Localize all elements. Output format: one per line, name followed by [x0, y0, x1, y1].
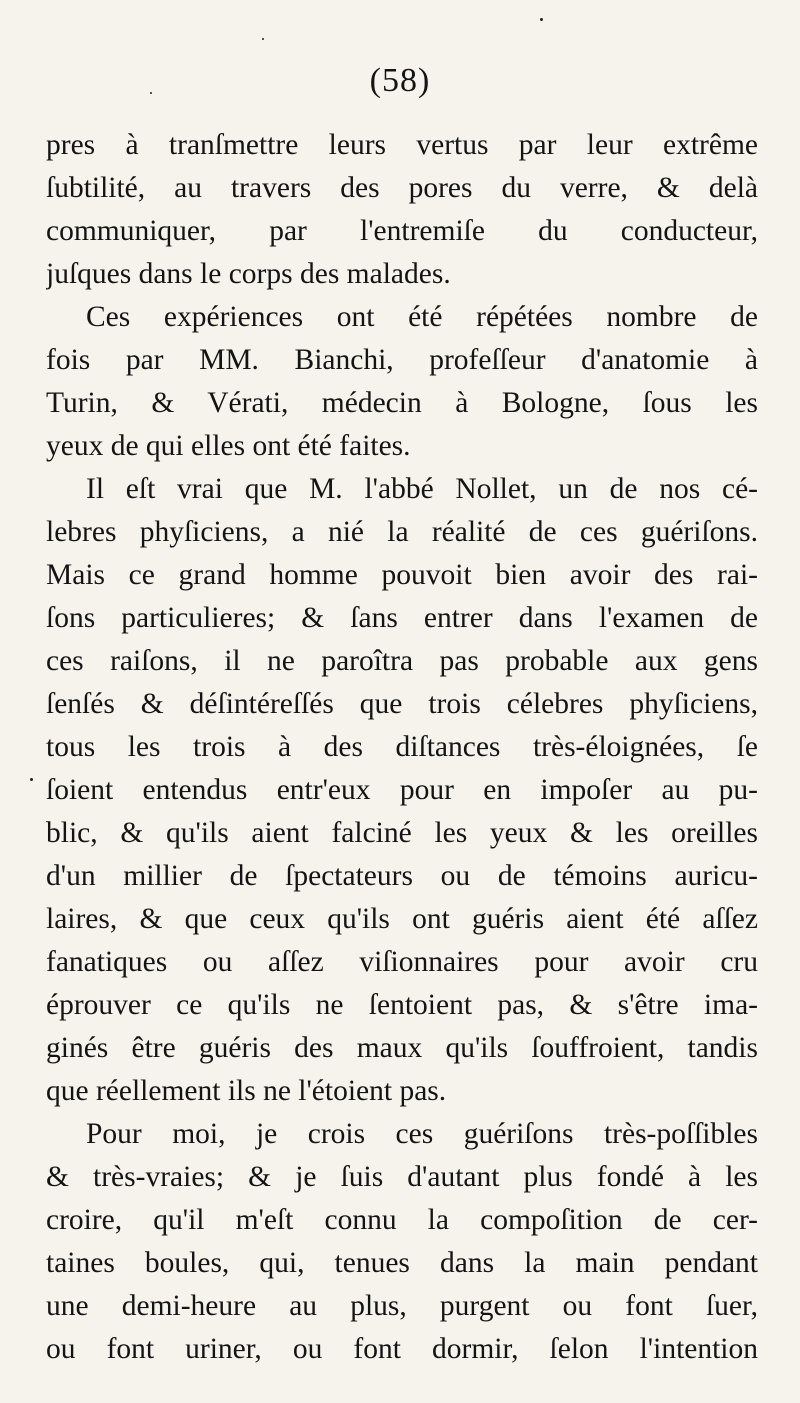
text-line: éprouver ce qu'ils ne ſentoient pas, & s'être ima-	[46, 989, 758, 1021]
text-line: blic, & qu'ils aient falciné les yeux & les oreilles	[46, 817, 758, 849]
text-line: croire, qu'il m'eſt connu la compoſition de cer-	[46, 1204, 758, 1236]
text-line: une demi-heure au plus, purgent ou font ſuer,	[46, 1290, 758, 1322]
text-line: Pour moi, je crois ces guériſons très-poſſibles	[86, 1118, 758, 1150]
text-line: ces raiſons, il ne paroîtra pas probable aux gens	[46, 645, 758, 677]
text-line: pres à tranſmettre leurs vertus par leur extrême	[46, 129, 758, 161]
text-line: Ces expériences ont été répétées nombre de	[86, 301, 758, 333]
text-line: lebres phyſiciens, a nié la réalité de ces guériſons.	[46, 516, 758, 548]
text-line: fanatiques ou aſſez viſionnaires pour avoir cru	[46, 946, 758, 978]
text-line: taines boules, qui, tenues dans la main pendant	[46, 1247, 758, 1279]
text-line: laires, & que ceux qu'ils ont guéris aient été aſſez	[46, 903, 758, 935]
text-line: juſques dans le corps des malades.	[46, 258, 451, 290]
text-line: ſubtilité, au travers des pores du verre, & delà	[46, 172, 758, 204]
text-line: & très-vraies; & je ſuis d'autant plus fondé à les	[46, 1161, 758, 1193]
page-number: (58)	[369, 62, 431, 99]
text-line: tous les trois à des diſtances très-éloignées, ſe	[46, 731, 758, 763]
text-line: communiquer, par l'entremiſe du conducteur,	[46, 215, 758, 247]
text-line: que réellement ils ne l'étoient pas.	[46, 1075, 447, 1107]
text-line: fois par MM. Bianchi, profeſſeur d'anatomie à	[46, 344, 758, 376]
text-line: d'un millier de ſpectateurs ou de témoins auricu-	[46, 860, 758, 892]
text-line: Turin, & Vérati, médecin à Bologne, ſous les	[46, 387, 758, 419]
body-text	[46, 124, 758, 1371]
text-line: yeux de qui elles ont été faites.	[46, 430, 411, 462]
text-line: Il eſt vrai que M. l'abbé Nollet, un de nos cé-	[86, 473, 758, 505]
text-line: ou font uriner, ou font dormir, ſelon l'intention	[46, 1333, 758, 1365]
text-line: Mais ce grand homme pouvoit bien avoir des rai-	[46, 559, 758, 591]
text-line: ginés être guéris des maux qu'ils ſouffroient, tandis	[46, 1032, 758, 1064]
text-line: ſoient entendus entr'eux pour en impoſer au pu-	[46, 774, 758, 806]
text-line: ſons particulieres; & ſans entrer dans l'examen de	[46, 602, 758, 634]
text-line: ſenſés & déſintéreſſés que trois célebres phyſiciens,	[46, 688, 758, 720]
